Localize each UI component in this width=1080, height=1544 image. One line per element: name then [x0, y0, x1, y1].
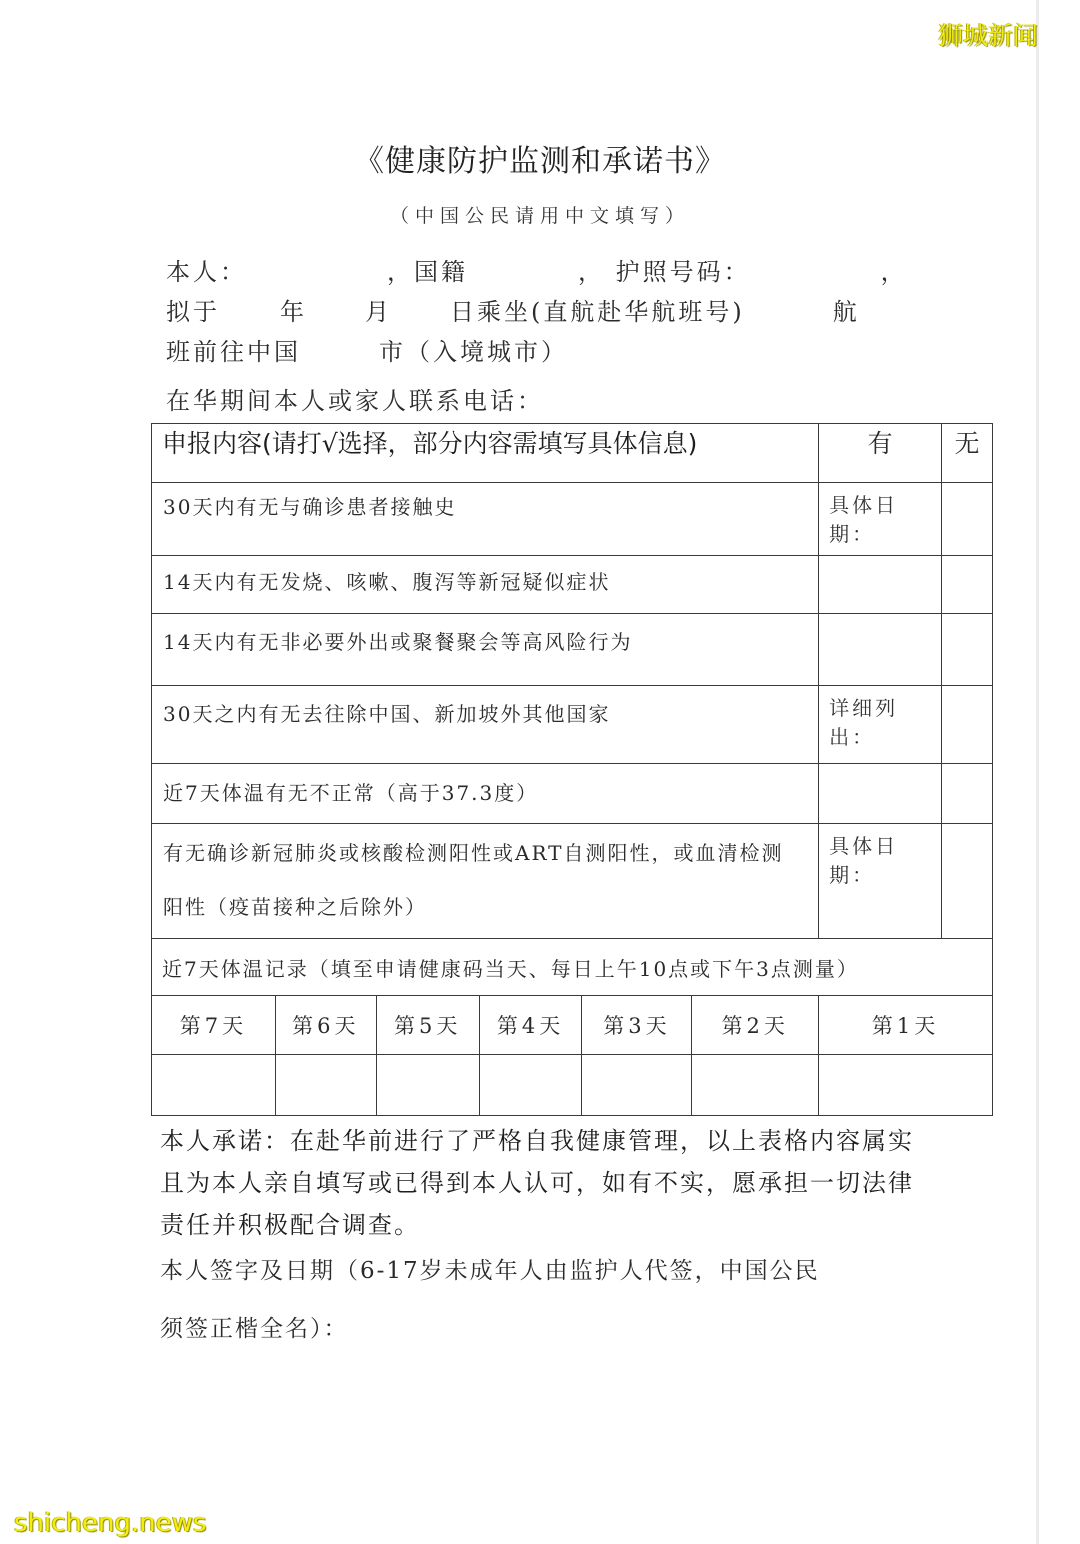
field-line-flight — [166, 292, 860, 327]
declaration-header-row — [152, 424, 993, 483]
no-cell[interactable] — [942, 614, 993, 686]
no-cell[interactable] — [942, 824, 993, 939]
no-cell[interactable] — [942, 764, 993, 824]
day-5-temperature[interactable] — [376, 1055, 479, 1116]
no-cell[interactable] — [942, 483, 993, 556]
city-label: 市（入境城市） — [379, 338, 568, 366]
day-7-temperature[interactable] — [152, 1055, 276, 1116]
plan-label: 拟于 — [166, 298, 220, 326]
flight-label: 日乘坐(直航赴华航班号) — [450, 298, 745, 326]
declaration-row — [152, 614, 993, 686]
document-title: 《健康防护监测和承诺书》 — [354, 144, 726, 179]
yes-cell[interactable]: 详细列出： — [819, 686, 942, 764]
declaration-item: 14天内有无发烧、咳嗽、腹泻等新冠疑似症状 — [152, 556, 819, 614]
declaration-item: 14天内有无非必要外出或聚餐聚会等高风险行为 — [152, 614, 819, 686]
declaration-item: 近7天体温有无不正常（高于37.3度） — [152, 764, 819, 824]
day-3-label: 第3天 — [582, 996, 692, 1055]
name-label: 本人： — [166, 258, 247, 286]
yes-cell[interactable]: 具体日期： — [819, 824, 942, 939]
day-1-temperature[interactable] — [819, 1055, 993, 1116]
header-yes: 有 — [819, 424, 942, 483]
signature-field[interactable] — [360, 1305, 760, 1341]
destination-prefix: 班前往中国 — [166, 338, 301, 366]
temperature-days-table — [151, 995, 993, 1116]
phone-label: 在华期间本人或家人联系电话： — [166, 387, 544, 415]
temperature-record-title: 近7天体温记录（填至申请健康码当天、每日上午10点或下午3点测量） — [152, 939, 993, 996]
field-line-phone — [166, 381, 744, 416]
yes-cell[interactable] — [819, 556, 942, 614]
field-line-identity — [166, 252, 908, 287]
day-3-temperature[interactable] — [582, 1055, 692, 1116]
field-line-city — [166, 332, 568, 367]
promise-statement: 本人承诺：在赴华前进行了严格自我健康管理，以上表格内容属实且为本人亲自填写或已得到本人认可，如有不实，愿承担一切法律责任并积极配合调查。 — [160, 1127, 914, 1239]
declaration-row — [152, 483, 993, 556]
day-1-label: 第1天 — [819, 996, 993, 1055]
flight-suffix: 航 — [832, 298, 860, 326]
day-5-label: 第5天 — [376, 996, 479, 1055]
comma: ， — [880, 258, 908, 286]
yes-cell[interactable] — [819, 614, 942, 686]
declaration-item: 有无确诊新冠肺炎或核酸检测阳性或ART自测阳性，或血清检测阳性（疫苗接种之后除外） — [152, 824, 819, 939]
year-label: 年 — [280, 298, 307, 326]
day-6-temperature[interactable] — [275, 1055, 376, 1116]
page-edge — [1036, 0, 1039, 1544]
day-7-label: 第7天 — [152, 996, 276, 1055]
header-content: 申报内容(请打√选择，部分内容需填写具体信息) — [152, 424, 819, 483]
signature-instruction-line2: 须签正楷全名）： — [160, 1316, 349, 1342]
day-4-temperature[interactable] — [479, 1055, 582, 1116]
month-label: 月 — [365, 298, 392, 326]
declaration-row — [152, 556, 993, 614]
header-no: 无 — [942, 424, 993, 483]
declaration-table — [151, 423, 993, 996]
temperature-record-title-row — [152, 939, 993, 996]
no-cell[interactable] — [942, 686, 993, 764]
document-subtitle: （中国公民请用中文填写） — [389, 205, 690, 227]
yes-cell[interactable] — [819, 764, 942, 824]
day-2-temperature[interactable] — [692, 1055, 819, 1116]
declaration-row — [152, 686, 993, 764]
declaration-row — [152, 824, 993, 939]
watermark-bottom: shicheng.news — [14, 1508, 207, 1538]
passport-label: ， 护照号码： — [578, 258, 751, 286]
nationality-label: ，国籍 — [387, 258, 468, 286]
day-values-row — [152, 1055, 993, 1116]
day-4-label: 第4天 — [479, 996, 582, 1055]
watermark-top: 狮城新闻 — [937, 21, 1038, 50]
day-6-label: 第6天 — [275, 996, 376, 1055]
declaration-item: 30天内有无与确诊患者接触史 — [152, 483, 819, 556]
declaration-row — [152, 764, 993, 824]
declaration-item: 30天之内有无去往除中国、新加坡外其他国家 — [152, 686, 819, 764]
yes-cell[interactable]: 具体日期： — [819, 483, 942, 556]
day-header-row — [152, 996, 993, 1055]
no-cell[interactable] — [942, 556, 993, 614]
day-2-label: 第2天 — [692, 996, 819, 1055]
signature-instruction-line1: 本人签字及日期（6-17岁未成年人由监护人代签，中国公民 — [160, 1258, 820, 1284]
